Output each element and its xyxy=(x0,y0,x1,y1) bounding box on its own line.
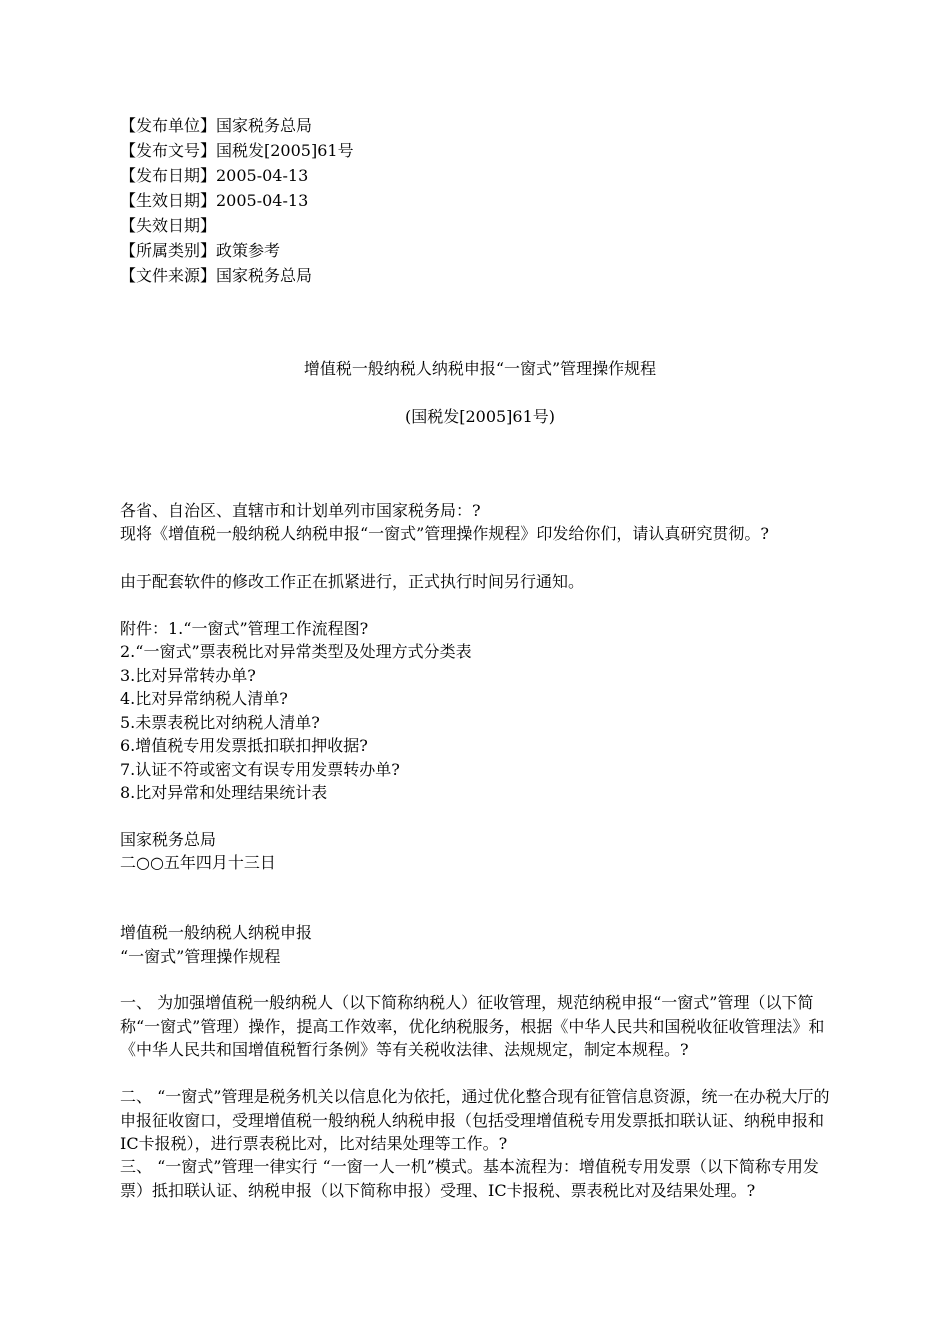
meta-source: 【文件来源】国家税务总局 xyxy=(120,266,313,285)
meta-category: 【所属类别】政策参考 xyxy=(120,241,281,260)
attachment-item: 5.未票表税比对纳税人清单? xyxy=(120,713,320,732)
attachment-item: 6.增值税专用发票抵扣联扣押收据? xyxy=(120,736,368,755)
meta-expiry-date: 【失效日期】 xyxy=(120,216,217,235)
article-1: 一、 为加强增值税一般纳税人（以下简称纳税人）征收管理，规范纳税申报“一窗式”管理（以下简称“一窗式”管理）操作，提高工作效率，优化纳税服务，根据《中华人民共和国税收征收管理法》和《中华人民共和国增值税暂行条例》等有关税收法律、法规规定，制定本规程。? xyxy=(120,993,825,1059)
attachment-item: 8.比对异常和处理结果统计表 xyxy=(120,783,328,802)
signature-date: 二○○五年四月十三日 xyxy=(120,853,276,872)
attachment-item: 2.“一窗式”票表税比对异常类型及处理方式分类表 xyxy=(120,642,472,661)
attachment-item: 7.认证不符或密文有误专用发票转办单? xyxy=(120,760,400,779)
rules-title-line-2: “一窗式”管理操作规程 xyxy=(120,947,281,966)
meta-doc-number: 【发布文号】国税发[2005]61号 xyxy=(120,141,354,160)
salutation: 各省、自治区、直辖市和计划单列市国家税务局：? xyxy=(120,501,481,520)
meta-issuer: 【发布单位】国家税务总局 xyxy=(120,116,313,135)
document-title: 增值税一般纳税人纳税申报“一窗式”管理操作规程 xyxy=(303,359,657,378)
rules-title-line-1: 增值税一般纳税人纳税申报 xyxy=(120,923,313,942)
meta-issue-date: 【发布日期】2005-04-13 xyxy=(120,166,309,185)
meta-effective-date: 【生效日期】2005-04-13 xyxy=(120,191,309,210)
article-3: 三、 “一窗式”管理一律实行 “一窗一人一机”模式。基本流程为：增值税专用发票（以下简称专用发票）抵扣联认证、纳税申报（以下简称申报）受理、IC卡报税、票表税比对及结果处理。? xyxy=(120,1157,819,1200)
attachment-item: 3.比对异常转办单? xyxy=(120,666,256,685)
article-2: 二、 “一窗式”管理是税务机关以信息化为依托，通过优化整合现有征管信息资源，统一在办税大厅的申报征收窗口，受理增值税一般纳税人纳税申报（包括受理增值税专用发票抵扣联认证、纳税申报和IC卡报税），进行票表税比对，比对结果处理等工作。? xyxy=(120,1087,830,1153)
document-number: (国税发[2005]61号) xyxy=(404,407,556,426)
attachment-item: 附件：1.“一窗式”管理工作流程图? xyxy=(120,619,369,638)
notice-paragraph-1: 现将《增值税一般纳税人纳税申报“一窗式”管理操作规程》印发给你们，请认真研究贯彻。? xyxy=(120,524,769,543)
signature-issuer: 国家税务总局 xyxy=(120,830,217,849)
attachment-item: 4.比对异常纳税人清单? xyxy=(120,689,288,708)
notice-paragraph-2: 由于配套软件的修改工作正在抓紧进行，正式执行时间另行通知。 xyxy=(120,572,585,591)
